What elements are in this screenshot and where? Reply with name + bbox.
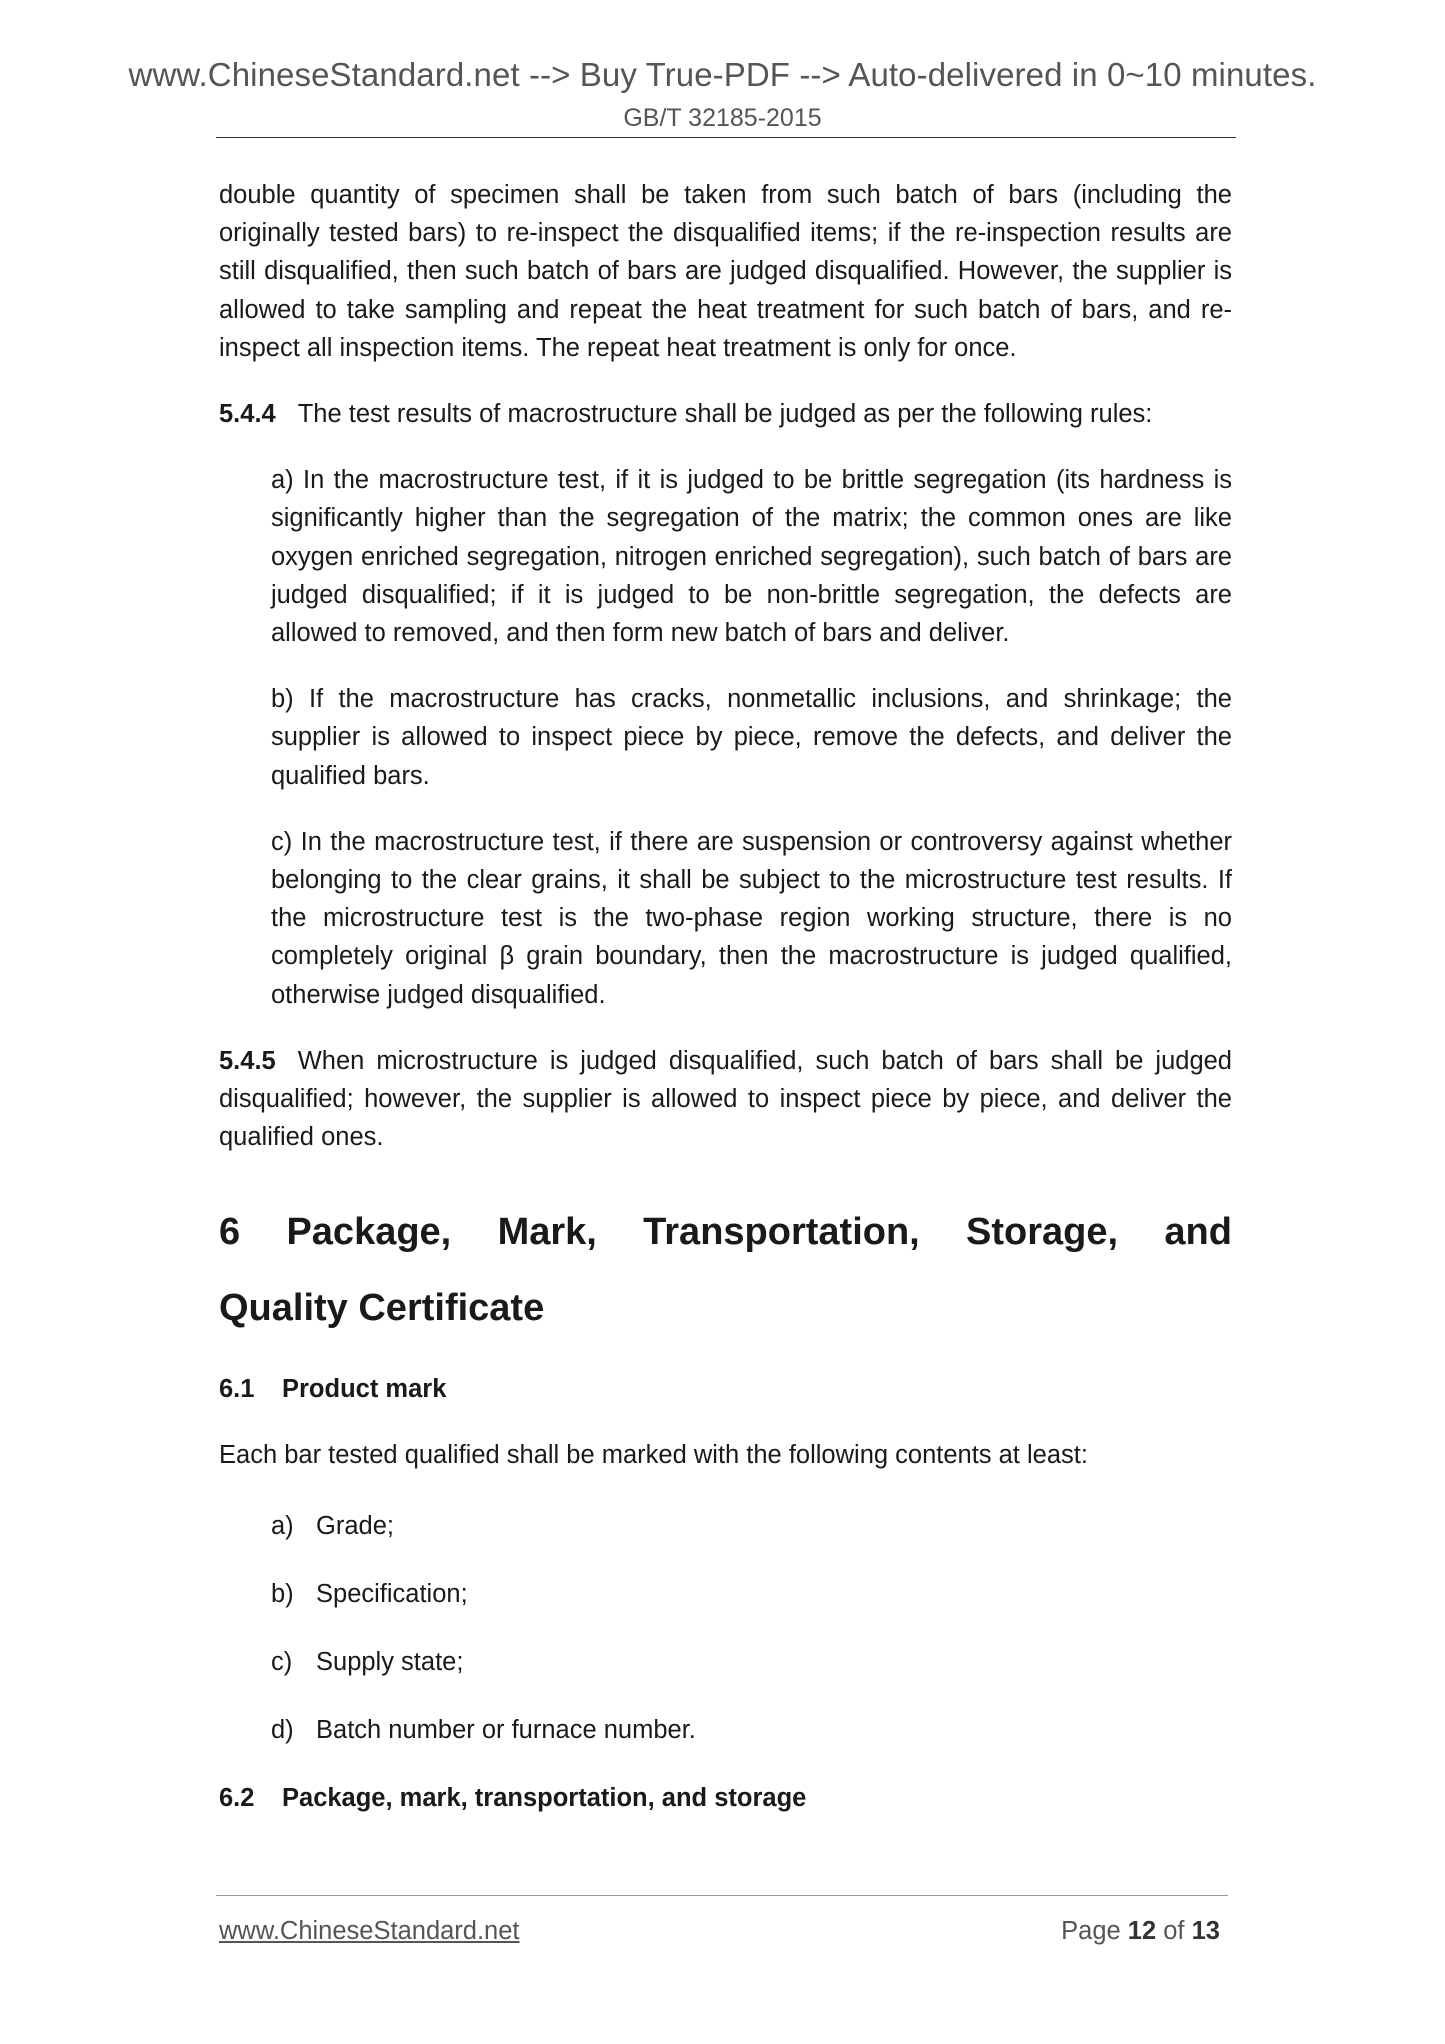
section-title: Package, mark, transportation, and storage — [282, 1783, 807, 1812]
heading-word: Package, — [286, 1211, 452, 1254]
continuation-paragraph: double quantity of specimen shall be taken from such batch of bars (including the originally tested bars) to re-inspect the disqualified items; if the re-inspection results are still disqualified, then such batch of bars are judged disqualified. However, the supplier is allowed to take sampling and repeat the heat treatment for such batch of bars, and re-inspect all inspection items. The repeat heat treatment is only for once. — [219, 181, 1232, 362]
chapter-number: 6 — [219, 1211, 241, 1254]
clause-number: 5.4.5 — [219, 1046, 276, 1075]
page-word: Page — [1061, 1917, 1121, 1945]
list-marker: d) — [271, 1715, 294, 1744]
clause-text: The test results of macrostructure shall be judged as per the following rules: — [297, 400, 1153, 429]
heading-word: Mark, — [497, 1211, 597, 1254]
section-title: Product mark — [282, 1375, 447, 1404]
purchase-banner[interactable]: www.ChineseStandard.net --> Buy True-PDF --> Auto-delivered in 0~10 minutes. — [128, 56, 1317, 93]
heading-word: and — [1164, 1211, 1232, 1254]
section-number: 6.2 — [219, 1783, 255, 1812]
footer-site-link[interactable]: www.ChineseStandard.net — [219, 1917, 520, 1945]
chapter-6-heading — [219, 1194, 1232, 1346]
list-marker: c) — [271, 1647, 293, 1676]
list-item-c: c) In the macrostructure test, if there are suspension or controversy against whether belonging to the clear grains, it shall be subject to the microstructure test results. If the microstructure test is the two-phase region working structure, there is no completely original β grain boundary, then the macrostructure is judged qualified, otherwise judged disqualified. — [271, 827, 1232, 1009]
mark-list-item — [219, 1507, 1232, 1545]
section-6-1-heading — [219, 1370, 1232, 1408]
page-total: 13 — [1191, 1917, 1220, 1945]
page-of: of — [1163, 1917, 1185, 1945]
list-text: Batch number or furnace number. — [316, 1715, 696, 1744]
heading-word: Storage, — [966, 1211, 1119, 1254]
list-marker: a) — [271, 1511, 294, 1540]
page-current: 12 — [1127, 1917, 1157, 1945]
heading-line-2: Quality Certificate — [219, 1287, 545, 1330]
list-marker: b) — [271, 1579, 294, 1608]
list-text: Grade; — [316, 1511, 394, 1540]
list-item-a: a) In the macrostructure test, if it is judged to be brittle segregation (its hardness is significantly higher than the segregation of the matrix; the common ones are like oxygen enriched segregation, nitrogen enriched segregation), such batch of bars are judged disqualified; if it is judged to be non-brittle segregation, the defects are allowed to removed, and then form new batch of bars and deliver. — [271, 466, 1232, 648]
mark-list-item — [219, 1711, 1232, 1749]
mark-list-item — [219, 1575, 1232, 1613]
clause-5-4-4 — [219, 395, 1232, 433]
clause-number: 5.4.4 — [219, 400, 276, 429]
page-content — [219, 176, 1232, 1817]
clause-text: When microstructure is judged disqualified, such batch of bars shall be judged disqualified; however, the supplier is allowed to inspect piece by piece, and deliver the qualified ones. — [219, 1046, 1232, 1152]
section-number: 6.1 — [219, 1375, 255, 1404]
page-indicator — [1061, 1917, 1220, 1946]
section-6-2-heading — [219, 1779, 1232, 1817]
header-divider — [216, 137, 1236, 138]
standard-code: GB/T 32185-2015 — [623, 104, 822, 132]
list-text: Supply state; — [316, 1647, 464, 1676]
heading-line-1 — [219, 1194, 1232, 1270]
list-item-b: b) If the macrostructure has cracks, nonmetallic inclusions, and shrinkage; the supplier is allowed to inspect piece by piece, remove the defects, and deliver the qualified bars. — [271, 685, 1232, 790]
footer-divider — [216, 1895, 1228, 1896]
mark-list-item — [219, 1643, 1232, 1681]
clause-5-4-5 — [219, 1042, 1232, 1157]
section-6-1-intro: Each bar tested qualified shall be marked with the following contents at least: — [219, 1441, 1088, 1470]
heading-word: Transportation, — [643, 1211, 920, 1254]
list-text: Specification; — [316, 1579, 468, 1608]
